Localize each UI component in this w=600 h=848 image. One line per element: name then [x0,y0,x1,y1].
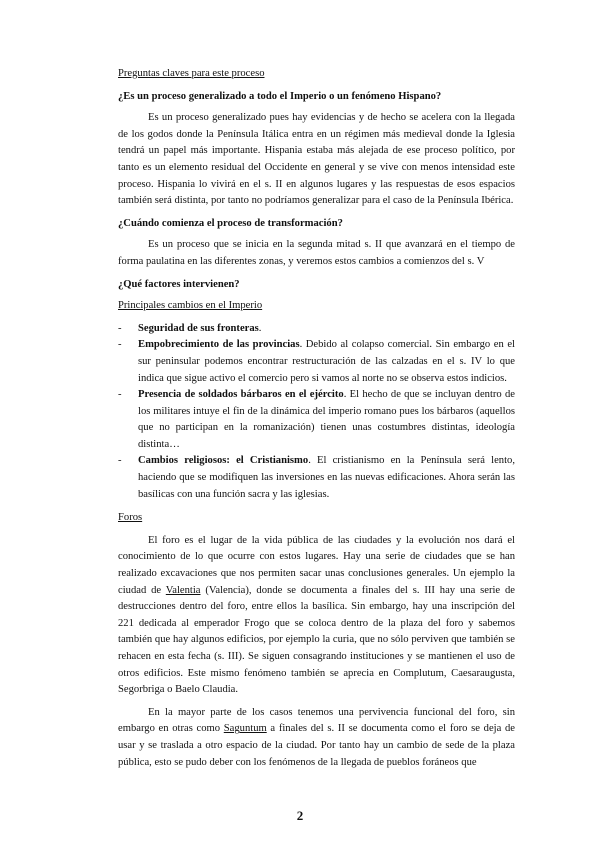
list-item [118,337,515,387]
list-item-bold: Presencia de soldados bárbaros en el ejército [138,389,344,401]
list-item-text: . [258,322,262,334]
paragraph-4-text-a: En la mayor parte de los casos tenemos una pervivencia funcional del foro, sin embargo en otras como [118,706,515,735]
page-content [118,66,515,777]
paragraph-3 [118,533,515,699]
question-heading-1: ¿Es un proceso generalizado a todo el Imperio o un fenómeno Hispano? [118,90,442,102]
list-item [118,453,515,503]
paragraph-3-text-a: El foro es el lugar de la vida pública de las ciudades y la evolución nos dará el conocimiento de lo que ocurre con estos lugares. Hay una serie de ciudades que se han realizado excavaciones que nos permiten sacar unas conclusiones generales. Un ejemplo la ciudad de [118,534,515,596]
section-heading: Preguntas claves para este proceso [118,68,265,79]
paragraph-1: Es un proceso generalizado pues hay evidencias y de hecho se acelera con la llegada de los godos donde la Península Itálica entra en un régimen más medieval donde la Iglesia tendrá un papel más importante. Hispania estaba más alejada de ese proceso político, por tanto es un elemento residual del Occidente en general y se vive con menos intensidad este proceso. Hispania lo vivirá en el s. II en algunos lugares y las respuestas de esos espacios también será distinta, por tanto no podríamos generalizar para el caso de la Península Ibérica. [118,112,515,207]
question-heading-2: ¿Cuándo comienza el proceso de transformación? [118,217,343,229]
foros-heading: Foros [118,512,143,524]
list-item [118,321,515,338]
page-number: 2 [296,808,304,823]
list-item-bold: Empobrecimiento de las provincias [138,339,300,351]
list-item-text: . Debido al colapso comercial. Sin embargo en el sur peninsular podemos encontrar restructuración de las calzadas en el s. IV lo que indica que sigue activo el comercio pero si vamos al norte no se observa estos indicios. [138,339,515,384]
paragraph-4-text-b: a finales del s. II se documenta como el foro se deja de usar y se traslada a otro espacio de la ciudad. Por tanto hay un cambio de sede de la plaza pública, esto se pudo deber con los fenómenos de la llegada de pueblos foráneos que [118,723,515,768]
dash-bullet: - [118,389,122,401]
paragraph-3-text-b: (Valencia), donde se documenta a finales del s. III hay una serie de destrucciones dentro del foro, entre ellos la basílica. Sin embargo, hay una inscripción del 221 dedicada al emperador Frogo que se coloca dentro de la plaza del foro y sabemos también que hay algunos edificios, por ejemplo la curia, que no sólo perviven que también se rehacen en esta fecha (s. III). Se siguen consagrando instituciones y se mantienen el uso de otros edificios. Este mismo fenómeno también se aprecia en Complutum, Caesaraugusta, Segorbriga o Baelo Claudia. [118,584,516,696]
question-heading-3: ¿Qué factores intervienen? [118,278,240,290]
dash-bullet: - [118,455,122,467]
dash-bullet: - [118,339,122,351]
list-item [118,387,515,453]
dash-bullet: - [118,322,122,334]
list-item-text: . El hecho de que se incluyan dentro de los militares intuye el fin de la dinámica del imperio romano pues los bárbaros (aquellos que no participan en la romanización) tienen unas costumbres distintas, ideología distinta… [138,389,515,450]
paragraph-4 [118,705,515,771]
changes-heading: Principales cambios en el Imperio [118,300,263,312]
city-saguntum: Saguntum [223,723,267,735]
list-item-text: . El cristianismo en la Península será lento, haciendo que se modifiquen las inversiones en las nuevas edificaciones. Ahora serán las basílicas con una función sacra y las iglesias. [138,455,515,500]
city-valentia: Valentia [165,584,201,596]
list-item-bold: Seguridad de sus fronteras [138,322,259,334]
paragraph-2: Es un proceso que se inicia en la segunda mitad s. II que avanzará en el tiempo de forma paulatina en las diferentes zonas, y veremos estos cambios a comienzos del s. V [118,239,515,267]
list-item-bold: Cambios religiosos: el Cristianismo [138,455,309,467]
changes-list [118,321,515,504]
